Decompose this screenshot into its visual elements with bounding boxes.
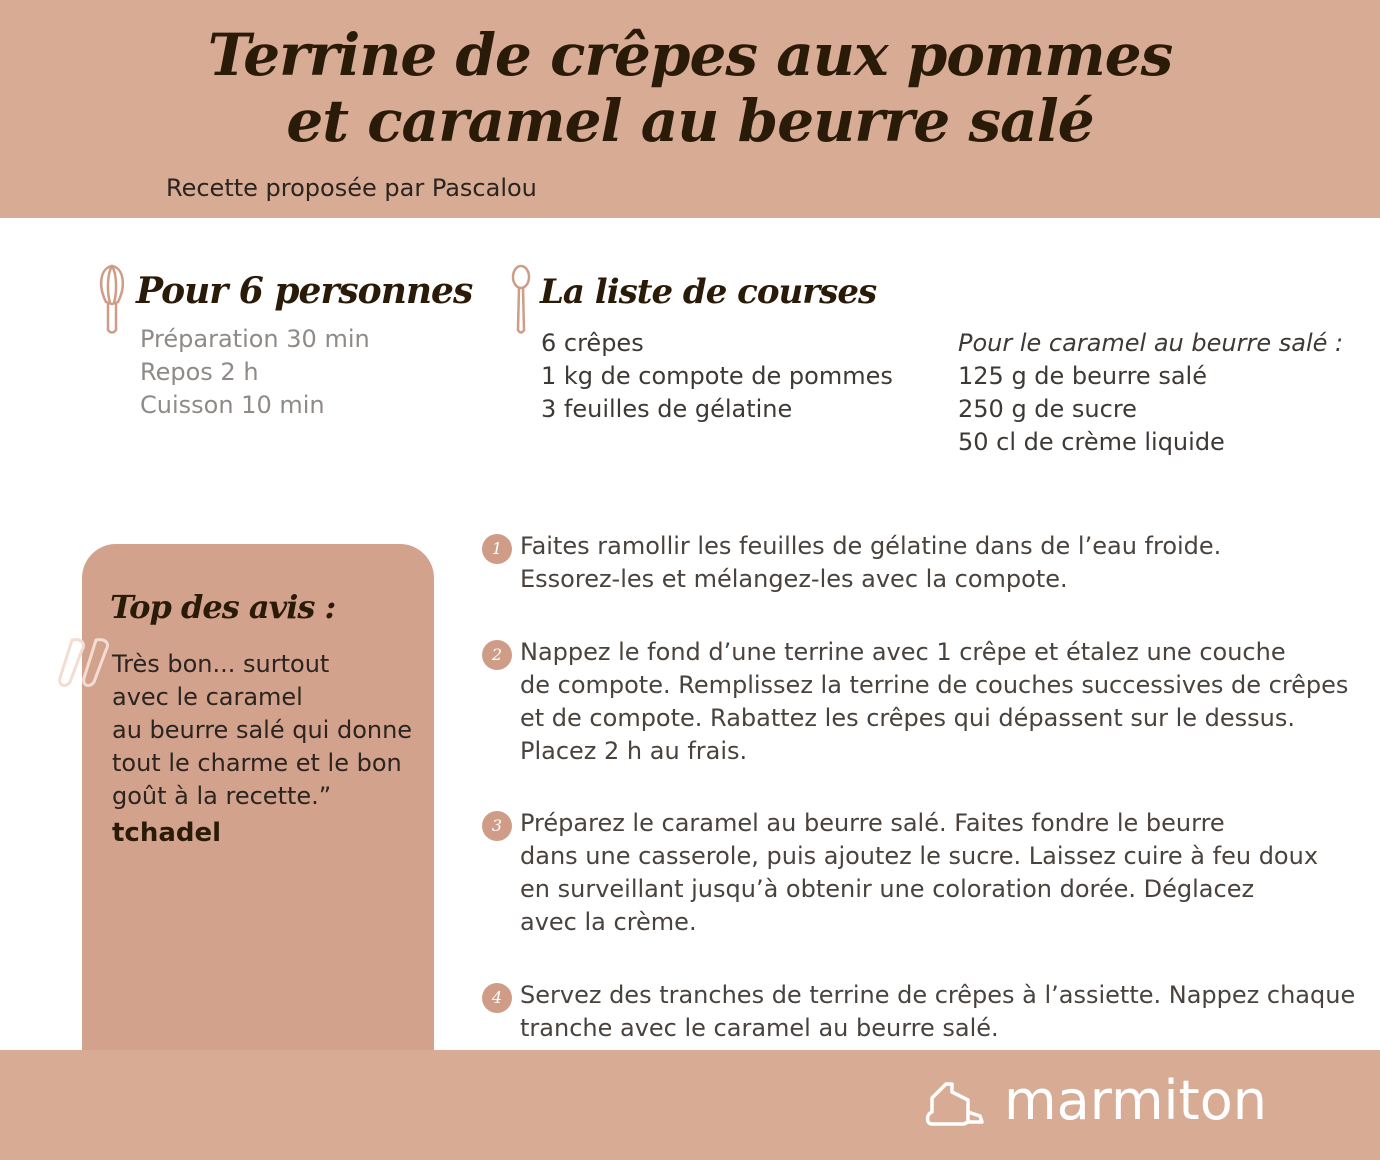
timing-list <box>140 323 370 422</box>
rest-time: Repos 2 h <box>140 358 259 386</box>
recipe-author: Recette proposée par Pascalou <box>166 174 537 202</box>
review-author: tchadel <box>112 818 222 848</box>
reviews-heading: Top des avis : <box>110 588 336 626</box>
step-line: avec la crème. <box>520 908 697 936</box>
step-line: de compote. Remplissez la terrine de couches successives de crêpes <box>520 671 1349 699</box>
ingredient-item: 3 feuilles de gélatine <box>541 395 793 423</box>
step-number-badge: 2 <box>482 640 512 670</box>
step-text <box>520 530 1350 596</box>
step-line: dans une casserole, puis ajoutez le sucre. Laissez cuire à feu doux <box>520 842 1319 870</box>
step-number-badge: 1 <box>482 534 512 564</box>
step-text <box>520 979 1356 1045</box>
title-line-1: Terrine de crêpes aux pommes <box>207 21 1173 89</box>
ingredients-list <box>541 327 893 426</box>
step-text <box>520 636 1350 768</box>
review-line: tout le charme et le bon <box>112 749 402 777</box>
caramel-ingredients <box>958 327 1343 459</box>
step-line: Faites ramollir les feuilles de gélatine dans de l’eau froide. <box>520 532 1222 560</box>
step-line: Préparez le caramel au beurre salé. Faites fondre le beurre <box>520 809 1225 837</box>
step-line: Essorez-les et mélangez-les avec la compote. <box>520 565 1068 593</box>
cooking-time: Cuisson 10 min <box>140 391 325 419</box>
shopping-heading: La liste de courses <box>540 272 877 312</box>
review-line: goût à la recette.” <box>112 782 332 810</box>
caramel-heading: Pour le caramel au beurre salé : <box>958 329 1344 357</box>
ingredient-item: 6 crêpes <box>541 329 644 357</box>
step-line: Nappez le fond d’une terrine avec 1 crêpe et étalez une couche <box>520 638 1286 666</box>
recipe-title <box>0 22 1380 154</box>
caramel-item: 125 g de beurre salé <box>958 362 1207 390</box>
step-number-badge: 4 <box>482 983 512 1013</box>
step-line: en surveillant jusqu’à obtenir une coloration dorée. Déglacez <box>520 875 1255 903</box>
whisk-icon <box>96 264 128 336</box>
caramel-item: 50 cl de crème liquide <box>958 428 1225 456</box>
step-line: et de compote. Rabattez les crêpes qui dépassent sur le dessus. <box>520 704 1295 732</box>
step-line: tranche avec le caramel au beurre salé. <box>520 1014 999 1042</box>
step-text <box>520 807 1350 939</box>
review-line: au beurre salé qui donne <box>112 716 413 744</box>
cooking-pot-icon <box>924 1076 988 1130</box>
servings-heading: Pour 6 personnes <box>136 270 473 312</box>
review-line: Très bon... surtout <box>112 650 330 678</box>
title-line-2: et caramel au beurre salé <box>286 87 1094 155</box>
step-line: Placez 2 h au frais. <box>520 737 748 765</box>
spoon-icon <box>508 264 534 336</box>
step-number-badge: 3 <box>482 811 512 841</box>
caramel-item: 250 g de sucre <box>958 395 1137 423</box>
review-quote <box>112 648 422 813</box>
preparation-time: Préparation 30 min <box>140 325 370 353</box>
quote-icon <box>56 636 112 690</box>
ingredient-item: 1 kg de compote de pommes <box>541 362 893 390</box>
marmiton-logo[interactable]: marmiton <box>1004 1069 1267 1132</box>
step-line: Servez des tranches de terrine de crêpes à l’assiette. Nappez chaque <box>520 981 1356 1009</box>
review-line: avec le caramel <box>112 683 303 711</box>
